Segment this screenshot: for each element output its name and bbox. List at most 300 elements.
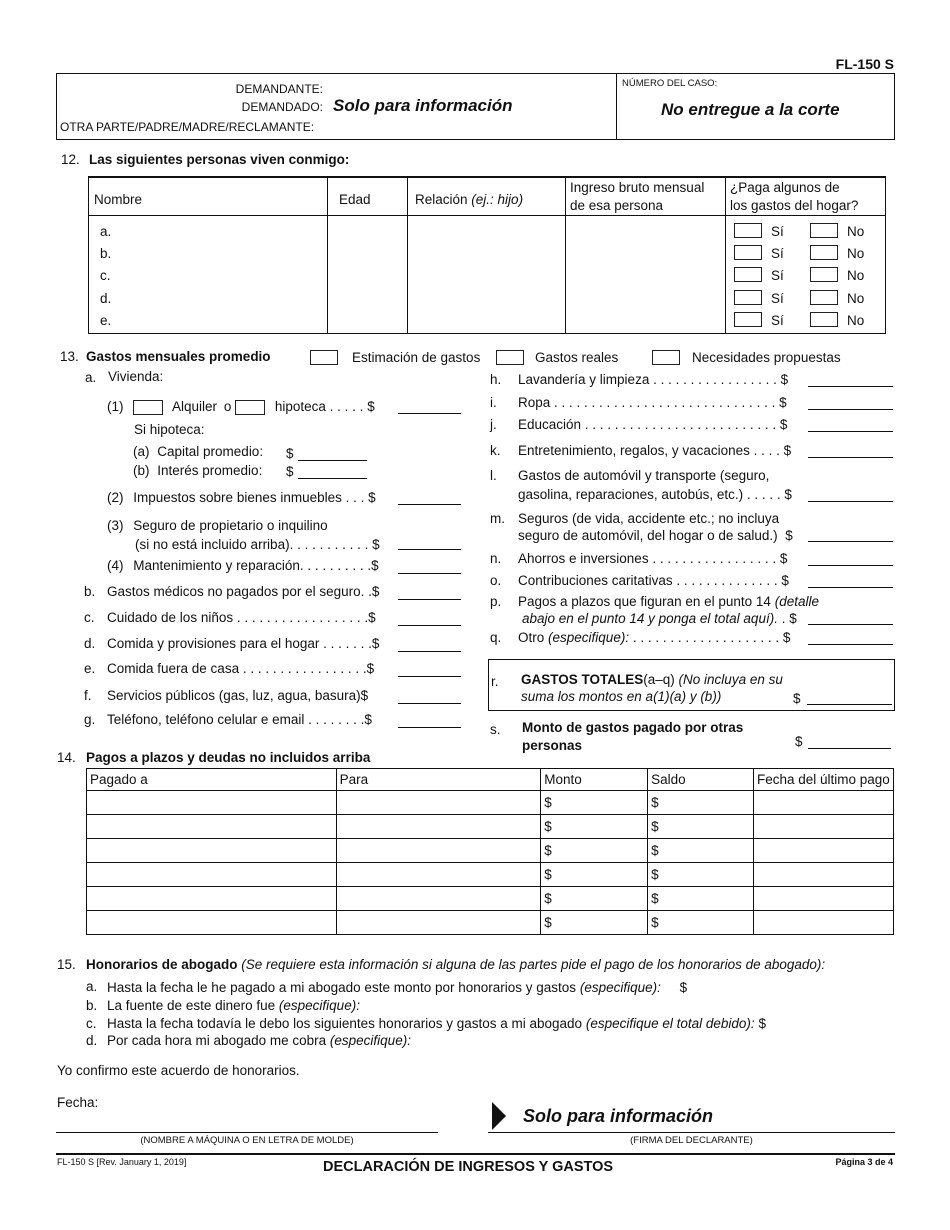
table-row <box>87 815 894 839</box>
case-caption-box <box>56 73 895 140</box>
member-name-field[interactable] <box>97 242 323 262</box>
last-payment-cell[interactable] <box>753 815 893 839</box>
dollar-sign: $ <box>367 399 375 414</box>
estimate-checkbox[interactable] <box>310 350 338 365</box>
auto-label-line1: Gastos de automóvil y transporte (seguro, <box>518 468 770 483</box>
paid-to-cell[interactable] <box>87 863 337 887</box>
total-range: (a–q) <box>643 672 675 687</box>
table-row <box>87 911 894 935</box>
dollar-sign: $ <box>795 734 803 749</box>
yes-checkbox[interactable] <box>734 290 762 305</box>
item-letter: d. <box>86 1033 98 1048</box>
dollar-sign: $ <box>783 443 792 458</box>
expense-amount-field[interactable] <box>398 714 461 728</box>
item-letter: k. <box>490 443 501 458</box>
yes-checkbox[interactable] <box>734 267 762 282</box>
expense-amount-field[interactable] <box>808 418 893 432</box>
insurance-other-line1: Seguros (de vida, accidente etc.; no incluya <box>518 511 780 526</box>
fees-source-label: La fuente de este dinero fue <box>107 998 276 1013</box>
leader-dots: . <box>777 611 786 626</box>
sub-number: (b) <box>133 463 150 478</box>
member-relation-field[interactable] <box>411 242 561 262</box>
dollar-sign: $ <box>371 636 380 651</box>
expense-amount-field[interactable] <box>398 586 461 600</box>
expense-item <box>84 712 372 727</box>
expense-item-k <box>490 443 792 458</box>
page-number: Página 3 de 4 <box>835 1157 893 1167</box>
member-income-field[interactable] <box>569 264 721 284</box>
specify-note: (especifique): <box>278 998 360 1013</box>
leader-dots: . . . . . . . . . . . . . . . . . . . . <box>629 630 780 645</box>
yes-label: Sí <box>771 224 784 239</box>
sub-number: (a) <box>133 444 150 459</box>
expense-label <box>518 573 789 588</box>
column-header-paid-to: Pagado a <box>87 769 337 791</box>
income-header-line2: de esa persona <box>570 198 664 213</box>
expense-label <box>518 395 787 410</box>
paid-to-cell[interactable] <box>87 839 337 863</box>
expense-amount-field[interactable] <box>808 574 893 588</box>
dollar-sign: $ <box>779 551 788 566</box>
or-label: o <box>223 399 232 414</box>
no-label: No <box>847 268 865 283</box>
rent-label: Alquiler <box>172 399 218 414</box>
expense-item-i <box>490 395 787 410</box>
maintenance-label: Mantenimiento y reparación. . . . . . . . . . <box>133 558 372 573</box>
dollar-sign: $ <box>780 372 789 387</box>
section-13-number: 13. <box>60 349 79 364</box>
expense-text: Ahorros e inversiones . . . . . . . . . . . . . . . . . <box>518 551 777 566</box>
expense-text: Cuidado de los niños . . . . . . . . . . . . . . . . . . <box>107 610 369 625</box>
dollar-sign: $ <box>679 980 688 995</box>
dollar-sign: $ <box>372 537 380 552</box>
amount-cell[interactable]: $ <box>541 791 648 815</box>
total-label <box>521 672 783 687</box>
proposed-checkbox[interactable] <box>652 350 680 365</box>
balance-cell[interactable]: $ <box>648 863 754 887</box>
table-header-row <box>87 769 894 791</box>
column-header-income <box>570 179 704 215</box>
signature-line[interactable] <box>488 1132 895 1133</box>
housing-item-4 <box>107 558 379 573</box>
member-income-field[interactable] <box>569 287 721 307</box>
case-number-label: NÚMERO DEL CASO: <box>622 78 718 89</box>
item-letter: i. <box>490 395 497 410</box>
member-age-field[interactable] <box>331 287 403 307</box>
total-amount-field[interactable] <box>807 691 892 705</box>
section-15-title: Honorarios de abogado <box>86 957 238 972</box>
item-letter: l. <box>490 468 497 483</box>
expense-text: Ropa . . . . . . . . . . . . . . . . . . . . . . . . . . . . . . <box>518 395 776 410</box>
fees-owed-label: Hasta la fecha todavía le debo los siguientes honorarios y gastos a mi abogado <box>107 1016 583 1031</box>
signature-value[interactable]: Solo para información <box>523 1106 714 1126</box>
item-letter: m. <box>490 511 505 526</box>
rent-checkbox[interactable] <box>133 400 163 415</box>
row-letter: b. <box>100 246 112 261</box>
item-letter: g. <box>84 712 96 727</box>
paid-to-cell[interactable] <box>87 887 337 911</box>
hourly-rate-text <box>107 1033 411 1048</box>
expense-item <box>84 584 380 599</box>
column-header-amount: Monto <box>541 769 648 791</box>
expense-label <box>107 661 374 676</box>
expense-text: Servicios públicos (gas, luz, agua, basura) <box>107 688 361 703</box>
dollar-sign: $ <box>784 487 792 502</box>
expense-item-l <box>490 466 792 502</box>
section-14-number: 14. <box>57 750 76 765</box>
yes-checkbox[interactable] <box>734 245 762 260</box>
petitioner-label: DEMANDANTE: <box>235 82 323 96</box>
caption-divider <box>616 74 617 139</box>
installment-debts-table <box>86 768 894 935</box>
installments-text: Pagos a plazos que figuran en el punto 14 <box>518 594 771 609</box>
expense-label <box>107 636 379 651</box>
item-number: (1) <box>107 399 124 414</box>
installments-amount-field[interactable] <box>808 611 893 625</box>
paid-by-others-label <box>522 719 743 755</box>
paid-by-others-line1: Monto de gastos pagado por otras <box>522 720 744 735</box>
column-header-pays <box>730 179 858 215</box>
table-row <box>87 839 894 863</box>
dollar-sign: $ <box>793 691 801 706</box>
specify-note: (especifique el total debido): <box>585 1016 755 1031</box>
column-header-balance: Saldo <box>648 769 754 791</box>
item-number: (4) <box>107 558 124 573</box>
item-letter: b. <box>84 584 96 599</box>
item-letter: b. <box>86 998 98 1013</box>
revision-label: FL-150 S [Rev. January 1, 2019] <box>57 1157 187 1167</box>
expense-text: Comida fuera de casa . . . . . . . . . . . . . . . . . <box>107 661 367 676</box>
yes-checkbox[interactable] <box>734 223 762 238</box>
dollar-sign: $ <box>286 464 294 479</box>
no-checkbox[interactable] <box>810 290 838 305</box>
other-text: Otro <box>518 630 545 645</box>
yes-label: Sí <box>771 291 784 306</box>
estimate-label: Estimación de gastos <box>352 350 481 365</box>
property-tax-label: Impuestos sobre bienes inmuebles . . . <box>133 490 365 505</box>
expense-amount-field[interactable] <box>808 373 893 387</box>
fees-item-b <box>86 998 360 1013</box>
housing-item-3 <box>107 516 380 554</box>
item-letter: c. <box>84 610 95 625</box>
auto-amount-field[interactable] <box>808 488 893 502</box>
member-relation-field[interactable] <box>411 264 561 284</box>
item-letter: a. <box>86 979 98 994</box>
row-letter: c. <box>100 268 111 283</box>
item-letter: s. <box>490 722 501 737</box>
fees-item-c <box>86 1016 766 1031</box>
member-relation-field[interactable] <box>411 309 561 329</box>
expense-text: Educación . . . . . . . . . . . . . . . . . . . . . . . . . . <box>518 417 777 432</box>
column-header-name: Nombre <box>94 192 143 207</box>
member-name-field[interactable] <box>97 287 323 307</box>
item-letter: o. <box>490 573 502 588</box>
row-letter: d. <box>100 291 112 306</box>
column-header-for: Para <box>336 769 541 791</box>
expense-item <box>84 636 380 651</box>
case-number-value[interactable]: No entregue a la corte <box>661 100 840 119</box>
fees-paid-label: Hasta la fecha le he pagado a mi abogado este monto por honorarios y gastos <box>107 980 577 995</box>
relation-label: Relación <box>415 192 468 207</box>
insurance-amount-field[interactable] <box>398 536 461 550</box>
section-13-title: Gastos mensuales promedio <box>86 349 271 364</box>
no-checkbox[interactable] <box>810 267 838 282</box>
relation-example: (ej.: hijo) <box>471 192 524 207</box>
balance-cell[interactable]: $ <box>648 815 754 839</box>
principal-row <box>133 444 263 459</box>
balance-cell[interactable]: $ <box>648 791 754 815</box>
last-payment-cell[interactable] <box>753 791 893 815</box>
expense-item-m <box>490 510 793 543</box>
expense-item-o <box>490 573 789 588</box>
item-letter: n. <box>490 551 502 566</box>
dollar-sign: $ <box>782 630 791 645</box>
dollar-sign: $ <box>779 395 787 410</box>
member-name-field[interactable] <box>97 309 323 329</box>
item-letter: h. <box>490 372 502 387</box>
expense-label <box>107 610 376 625</box>
mortgage-checkbox[interactable] <box>235 400 265 415</box>
item-number: (3) <box>107 518 124 533</box>
housing-label: Vivienda: <box>108 369 164 384</box>
member-relation-field[interactable] <box>411 287 561 307</box>
expense-amount-field[interactable] <box>398 638 461 652</box>
amount-cell[interactable]: $ <box>541 815 648 839</box>
fees-item-d <box>86 1033 411 1048</box>
arrow-icon <box>492 1102 506 1130</box>
yes-label: Sí <box>771 313 784 328</box>
for-cell[interactable] <box>336 911 541 935</box>
balance-cell[interactable]: $ <box>648 839 754 863</box>
installments-line2 <box>522 610 797 627</box>
rent-mortgage-amount-field[interactable] <box>398 400 461 414</box>
household-row <box>89 315 885 335</box>
interest-amount-field[interactable] <box>298 465 367 479</box>
maintenance-amount-field[interactable] <box>398 560 461 574</box>
interest-row <box>133 463 262 478</box>
last-payment-cell[interactable] <box>753 863 893 887</box>
table-row <box>87 863 894 887</box>
header-divider <box>89 215 885 216</box>
other-party-label: OTRA PARTE/PADRE/MADRE/RECLAMANTE: <box>60 120 315 134</box>
dollar-sign: $ <box>364 712 372 727</box>
item-letter: r. <box>491 674 499 689</box>
dollar-sign: $ <box>781 573 789 588</box>
member-relation-field[interactable] <box>411 220 561 240</box>
mortgage-label: hipoteca . . . . . <box>274 399 364 414</box>
property-tax-amount-field[interactable] <box>398 491 461 505</box>
dollar-sign: $ <box>366 661 375 676</box>
total-title: GASTOS TOTALES <box>521 672 644 687</box>
expense-item <box>84 610 376 625</box>
for-cell[interactable] <box>336 791 541 815</box>
column-header-last-payment: Fecha del último pago <box>753 769 893 791</box>
member-name-field[interactable] <box>97 220 323 240</box>
paid-to-cell[interactable] <box>87 815 337 839</box>
section-15-heading <box>86 957 825 972</box>
no-checkbox[interactable] <box>810 312 838 327</box>
for-cell[interactable] <box>336 863 541 887</box>
expense-item <box>84 688 369 703</box>
dollar-sign: $ <box>371 558 379 573</box>
expense-amount-field[interactable] <box>398 612 461 626</box>
total-note-1: (No incluya en su <box>678 672 783 687</box>
section-15-note: (Se requiere esta información si alguna de las partes pide el pago de los honorarios de abogado): <box>241 957 826 972</box>
paid-by-others-amount-field[interactable] <box>808 735 891 749</box>
dollar-sign: $ <box>371 584 380 599</box>
expense-label <box>107 584 379 599</box>
expense-text: Comida y provisiones para el hogar . . . . . . . <box>107 636 372 651</box>
item-a-letter: a. <box>85 370 97 385</box>
no-checkbox[interactable] <box>810 245 838 260</box>
paid-to-cell[interactable] <box>87 911 337 935</box>
expense-label <box>107 688 368 703</box>
insurance-label-line1: Seguro de propietario o inquilino <box>133 518 328 533</box>
respondent-label: DEMANDADO: <box>241 100 323 114</box>
no-label: No <box>847 291 865 306</box>
expense-item-q <box>490 630 791 645</box>
dollar-sign: $ <box>789 611 797 626</box>
table-row <box>87 887 894 911</box>
fees-source-text <box>107 998 360 1013</box>
footer-rule <box>56 1153 895 1155</box>
last-payment-cell[interactable] <box>753 911 893 935</box>
dollar-sign: $ <box>368 490 376 505</box>
table-row <box>87 791 894 815</box>
dollar-sign: $ <box>368 610 376 625</box>
member-income-field[interactable] <box>569 309 721 329</box>
for-cell[interactable] <box>336 839 541 863</box>
item-letter: f. <box>84 688 92 703</box>
balance-cell[interactable]: $ <box>648 887 754 911</box>
installments-line1 <box>518 593 819 610</box>
section-14-title: Pagos a plazos y deudas no incluidos arriba <box>86 750 371 765</box>
housing-item-2 <box>107 490 376 505</box>
expense-amount-field[interactable] <box>398 663 461 677</box>
other-amount-field[interactable] <box>808 631 893 645</box>
total-expenses-box <box>488 659 895 711</box>
item-letter: p. <box>490 594 502 609</box>
expense-label <box>518 443 791 458</box>
no-checkbox[interactable] <box>810 223 838 238</box>
row-letter: a. <box>100 224 112 239</box>
auto-label-line2 <box>518 485 792 504</box>
form-id: FL-150 S <box>835 56 894 72</box>
fees-owed-text <box>107 1016 766 1031</box>
balance-cell[interactable]: $ <box>648 911 754 935</box>
fees-paid-text <box>107 980 687 995</box>
expense-label <box>518 551 787 566</box>
confirm-statement: Yo confirmo este acuerdo de honorarios. <box>57 1063 300 1078</box>
signature-caption: (FIRMA DEL DECLARANTE) <box>630 1135 753 1146</box>
expense-text: Teléfono, teléfono celular e email . . . . . . . . <box>107 712 365 727</box>
amount-cell[interactable]: $ <box>541 911 648 935</box>
expense-text: Contribuciones caritativas . . . . . . . . . . . . . . <box>518 573 778 588</box>
amount-cell[interactable]: $ <box>541 887 648 911</box>
member-age-field[interactable] <box>331 242 403 262</box>
member-age-field[interactable] <box>331 309 403 329</box>
dollar-sign: $ <box>785 528 793 543</box>
installments-note: (detalle <box>774 594 819 609</box>
dollar-sign: $ <box>779 417 788 432</box>
member-age-field[interactable] <box>331 220 403 240</box>
expense-text: Entretenimiento, regalos, y vacaciones . . . . <box>518 443 780 458</box>
paid-by-others-line2: personas <box>522 738 583 753</box>
item-letter: e. <box>84 661 96 676</box>
expense-text: Lavandería y limpieza . . . . . . . . . . . . . . . . . <box>518 372 777 387</box>
other-label <box>518 630 790 645</box>
proposed-label: Necesidades propuestas <box>692 350 841 365</box>
other-note: (especifique): <box>548 630 630 645</box>
expense-item-p <box>490 593 819 626</box>
no-label: No <box>847 313 865 328</box>
amount-cell[interactable]: $ <box>541 839 648 863</box>
expense-amount-field[interactable] <box>808 396 893 410</box>
no-label: No <box>847 224 865 239</box>
pays-header-line2: los gastos del hogar? <box>730 198 859 213</box>
expense-item-n <box>490 551 788 566</box>
amount-cell[interactable]: $ <box>541 863 648 887</box>
member-income-field[interactable] <box>569 220 721 240</box>
item-letter: j. <box>490 417 497 432</box>
other-insurance-amount-field[interactable] <box>808 528 893 542</box>
respondent-value[interactable]: Solo para información <box>333 96 513 115</box>
insurance-label-line2: (si no está incluido arriba). . . . . . . . . . . <box>135 537 369 552</box>
item-letter: d. <box>84 636 96 651</box>
hourly-rate-label: Por cada hora mi abogado me cobra <box>107 1033 327 1048</box>
row-letter: e. <box>100 313 112 328</box>
for-cell[interactable] <box>336 815 541 839</box>
column-header-age: Edad <box>339 192 371 207</box>
dollar-sign: $ <box>286 446 294 461</box>
actual-label: Gastos reales <box>535 350 619 365</box>
yes-checkbox[interactable] <box>734 312 762 327</box>
expense-amount-field[interactable] <box>398 690 461 704</box>
printed-name-caption: (NOMBRE A MÁQUINA O EN LETRA DE MOLDE) <box>140 1135 354 1146</box>
installments-note-2: abajo en el punto 14 y ponga el total aquí). <box>522 611 778 626</box>
expense-amount-field[interactable] <box>808 444 893 458</box>
column-header-relation <box>415 191 523 209</box>
actual-checkbox[interactable] <box>496 350 524 365</box>
last-payment-cell[interactable] <box>753 887 893 911</box>
total-note-2: suma los montos en a(1)(a) y (b)) <box>521 689 722 704</box>
item-number: (2) <box>107 490 124 505</box>
pays-header-line1: ¿Paga algunos de <box>730 180 840 195</box>
yes-label: Sí <box>771 246 784 261</box>
section-15-number: 15. <box>57 957 76 972</box>
item-letter: q. <box>490 630 502 645</box>
yes-label: Sí <box>771 268 784 283</box>
for-cell[interactable] <box>336 887 541 911</box>
dollar-sign: $ <box>758 1016 766 1031</box>
principal-label: Capital promedio: <box>157 444 264 459</box>
member-name-field[interactable] <box>97 264 323 284</box>
item-letter: c. <box>86 1016 97 1031</box>
expense-text: Gastos médicos no pagados por el seguro. . <box>107 584 372 599</box>
specify-note: (especifique): <box>329 1033 411 1048</box>
expense-amount-field[interactable] <box>808 552 893 566</box>
no-label: No <box>847 246 865 261</box>
last-payment-cell[interactable] <box>753 839 893 863</box>
form-title: DECLARACIÓN DE INGRESOS Y GASTOS <box>323 1159 614 1175</box>
member-income-field[interactable] <box>569 242 721 262</box>
paid-to-cell[interactable] <box>87 791 337 815</box>
member-age-field[interactable] <box>331 264 403 284</box>
insurance-other-text: seguro de automóvil, del hogar o de salud.) <box>518 528 778 543</box>
printed-name-line[interactable] <box>56 1132 438 1133</box>
dollar-sign: $ <box>360 688 369 703</box>
principal-amount-field[interactable] <box>298 447 367 461</box>
